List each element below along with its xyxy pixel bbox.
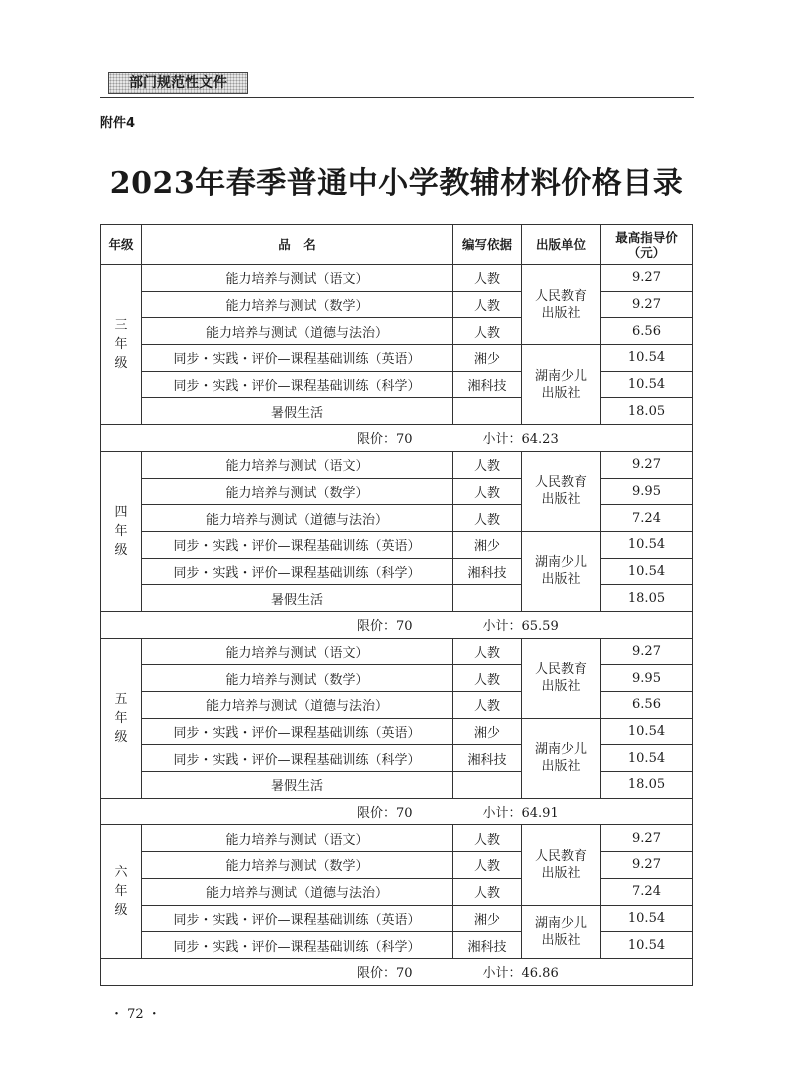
- table-row: [101, 665, 693, 692]
- col-header-price-line2: （元）: [627, 244, 666, 260]
- publisher-cell: [522, 905, 601, 958]
- total-blank: [601, 958, 693, 985]
- compile-basis: [453, 585, 522, 612]
- table-row: [101, 878, 693, 905]
- grade-cell: [101, 265, 142, 425]
- publisher-line: 出版社: [541, 572, 581, 588]
- max-price: 7.24: [601, 878, 693, 905]
- product-name: 能力培养与测试（语文）: [142, 451, 453, 478]
- compile-basis: 人教: [453, 825, 522, 852]
- col-header-publisher: 出版单位: [522, 225, 601, 265]
- total-row: [101, 611, 693, 638]
- compile-basis: 人教: [453, 638, 522, 665]
- table-row: [101, 291, 693, 318]
- compile-basis: 人教: [453, 852, 522, 879]
- price-limit: 限价：70: [101, 798, 453, 825]
- table-row: [101, 345, 693, 372]
- table-header-row: [101, 225, 693, 265]
- table-row: [101, 398, 693, 425]
- compile-basis: 人教: [453, 692, 522, 719]
- compile-basis: 湘少: [453, 531, 522, 558]
- max-price: 10.54: [601, 905, 693, 932]
- compile-basis: 人教: [453, 318, 522, 345]
- max-price: 10.54: [601, 558, 693, 585]
- product-name: 同步・实践・评价—课程基础训练（科学）: [142, 932, 453, 959]
- table-row: [101, 318, 693, 345]
- product-name: 能力培养与测试（数学）: [142, 852, 453, 879]
- table-row: [101, 718, 693, 745]
- product-name: 能力培养与测试（数学）: [142, 291, 453, 318]
- price-limit: 限价：70: [101, 958, 453, 985]
- total-blank: [601, 798, 693, 825]
- compile-basis: 湘少: [453, 718, 522, 745]
- compile-basis: 人教: [453, 878, 522, 905]
- header-rule: [100, 97, 694, 98]
- table-row: [101, 371, 693, 398]
- col-header-product: 品 名: [142, 225, 453, 265]
- price-table: [100, 224, 693, 986]
- publisher-cell: [522, 345, 601, 425]
- product-name: 能力培养与测试（道德与法治）: [142, 505, 453, 532]
- table-row: [101, 558, 693, 585]
- product-name: 能力培养与测试（道德与法治）: [142, 692, 453, 719]
- compile-basis: 湘科技: [453, 371, 522, 398]
- max-price: 6.56: [601, 318, 693, 345]
- grade-char: 级: [114, 542, 128, 558]
- product-name: 能力培养与测试（语文）: [142, 825, 453, 852]
- max-price: 9.95: [601, 665, 693, 692]
- max-price: 18.05: [601, 585, 693, 612]
- publisher-line: 出版社: [541, 759, 581, 775]
- compile-basis: [453, 772, 522, 799]
- publisher-cell: [522, 638, 601, 718]
- total-blank: [601, 611, 693, 638]
- product-name: 同步・实践・评价—课程基础训练（英语）: [142, 718, 453, 745]
- publisher-line: 湖南少儿: [534, 555, 587, 571]
- table-row: [101, 478, 693, 505]
- grade-cell: [101, 638, 142, 798]
- grade-char: 级: [114, 903, 128, 919]
- table-row: [101, 825, 693, 852]
- publisher-cell: [522, 531, 601, 611]
- table-row: [101, 772, 693, 799]
- max-price: 9.27: [601, 638, 693, 665]
- total-row: [101, 425, 693, 452]
- product-name: 能力培养与测试（数学）: [142, 665, 453, 692]
- compile-basis: 湘少: [453, 905, 522, 932]
- max-price: 10.54: [601, 345, 693, 372]
- section-tag: 部门规范性文件: [108, 72, 248, 94]
- publisher-line: 人民教育: [534, 662, 587, 678]
- product-name: 能力培养与测试（数学）: [142, 478, 453, 505]
- subtotal: 小计：64.91: [453, 798, 601, 825]
- publisher-line: 出版社: [541, 385, 581, 401]
- price-limit: 限价：70: [101, 425, 453, 452]
- grade-char: 年: [114, 884, 128, 900]
- publisher-line: 人民教育: [534, 848, 587, 864]
- grade-char: 年: [114, 710, 128, 726]
- subtotal: 小计：64.23: [453, 425, 601, 452]
- grade-char: 年: [114, 337, 128, 353]
- page-title: 2023年春季普通中小学教辅材料价格目录: [109, 166, 684, 201]
- grade-char: 三: [114, 318, 128, 334]
- table-row: [101, 745, 693, 772]
- grade-char: 级: [114, 729, 128, 745]
- grade-cell: [101, 825, 142, 958]
- product-name: 同步・实践・评价—课程基础训练（科学）: [142, 558, 453, 585]
- grade-char: 级: [114, 356, 128, 372]
- max-price: 10.54: [601, 371, 693, 398]
- publisher-line: 出版社: [541, 865, 581, 881]
- table-row: [101, 932, 693, 959]
- table-body: [101, 265, 693, 986]
- product-name: 暑假生活: [142, 398, 453, 425]
- max-price: 9.27: [601, 852, 693, 879]
- table-row: [101, 531, 693, 558]
- publisher-line: 湖南少儿: [534, 368, 587, 384]
- page-number: ・ 72 ・: [110, 1007, 161, 1022]
- max-price: 9.95: [601, 478, 693, 505]
- product-name: 同步・实践・评价—课程基础训练（科学）: [142, 371, 453, 398]
- grade-char: 五: [114, 691, 128, 707]
- max-price: 10.54: [601, 745, 693, 772]
- compile-basis: 人教: [453, 265, 522, 292]
- publisher-line: 湖南少儿: [534, 742, 587, 758]
- publisher-cell: [522, 451, 601, 531]
- max-price: 18.05: [601, 772, 693, 799]
- compile-basis: 人教: [453, 478, 522, 505]
- product-name: 暑假生活: [142, 585, 453, 612]
- compile-basis: 湘科技: [453, 558, 522, 585]
- compile-basis: [453, 398, 522, 425]
- compile-basis: 湘科技: [453, 932, 522, 959]
- max-price: 7.24: [601, 505, 693, 532]
- product-name: 同步・实践・评价—课程基础训练（英语）: [142, 905, 453, 932]
- publisher-cell: [522, 718, 601, 798]
- grade-char: 四: [114, 504, 128, 520]
- max-price: 9.27: [601, 265, 693, 292]
- publisher-line: 出版社: [541, 492, 581, 508]
- product-name: 同步・实践・评价—课程基础训练（英语）: [142, 531, 453, 558]
- max-price: 10.54: [601, 718, 693, 745]
- table-row: [101, 692, 693, 719]
- price-limit: 限价：70: [101, 611, 453, 638]
- attachment-label: 附件4: [100, 116, 136, 131]
- grade-char: 六: [114, 865, 128, 881]
- publisher-line: 出版社: [541, 932, 581, 948]
- max-price: 9.27: [601, 291, 693, 318]
- compile-basis: 人教: [453, 505, 522, 532]
- max-price: 9.27: [601, 825, 693, 852]
- grade-char: 年: [114, 523, 128, 539]
- col-header-basis: 编写依据: [453, 225, 522, 265]
- col-header-price-line1: 最高指导价: [615, 229, 678, 245]
- max-price: 6.56: [601, 692, 693, 719]
- publisher-cell: [522, 265, 601, 345]
- publisher-line: 出版社: [541, 305, 581, 321]
- publisher-line: 人民教育: [534, 288, 587, 304]
- product-name: 能力培养与测试（道德与法治）: [142, 318, 453, 345]
- compile-basis: 人教: [453, 451, 522, 478]
- publisher-line: 人民教育: [534, 475, 587, 491]
- product-name: 暑假生活: [142, 772, 453, 799]
- subtotal: 小计：65.59: [453, 611, 601, 638]
- subtotal: 小计：46.86: [453, 958, 601, 985]
- product-name: 能力培养与测试（语文）: [142, 638, 453, 665]
- compile-basis: 湘科技: [453, 745, 522, 772]
- max-price: 18.05: [601, 398, 693, 425]
- product-name: 同步・实践・评价—课程基础训练（英语）: [142, 345, 453, 372]
- table-row: [101, 852, 693, 879]
- max-price: 9.27: [601, 451, 693, 478]
- product-name: 同步・实践・评价—课程基础训练（科学）: [142, 745, 453, 772]
- total-row: [101, 958, 693, 985]
- product-name: 能力培养与测试（语文）: [142, 265, 453, 292]
- table-row: [101, 505, 693, 532]
- col-header-price: [601, 225, 693, 265]
- total-row: [101, 798, 693, 825]
- max-price: 10.54: [601, 531, 693, 558]
- compile-basis: 湘少: [453, 345, 522, 372]
- compile-basis: 人教: [453, 665, 522, 692]
- table-row: [101, 905, 693, 932]
- publisher-cell: [522, 825, 601, 905]
- total-blank: [601, 425, 693, 452]
- grade-cell: [101, 451, 142, 611]
- compile-basis: 人教: [453, 291, 522, 318]
- product-name: 能力培养与测试（道德与法治）: [142, 878, 453, 905]
- table-row: [101, 451, 693, 478]
- publisher-line: 湖南少儿: [534, 915, 587, 931]
- max-price: 10.54: [601, 932, 693, 959]
- table-row: [101, 265, 693, 292]
- publisher-line: 出版社: [541, 679, 581, 695]
- table-row: [101, 638, 693, 665]
- col-header-grade: 年级: [101, 225, 142, 265]
- table-row: [101, 585, 693, 612]
